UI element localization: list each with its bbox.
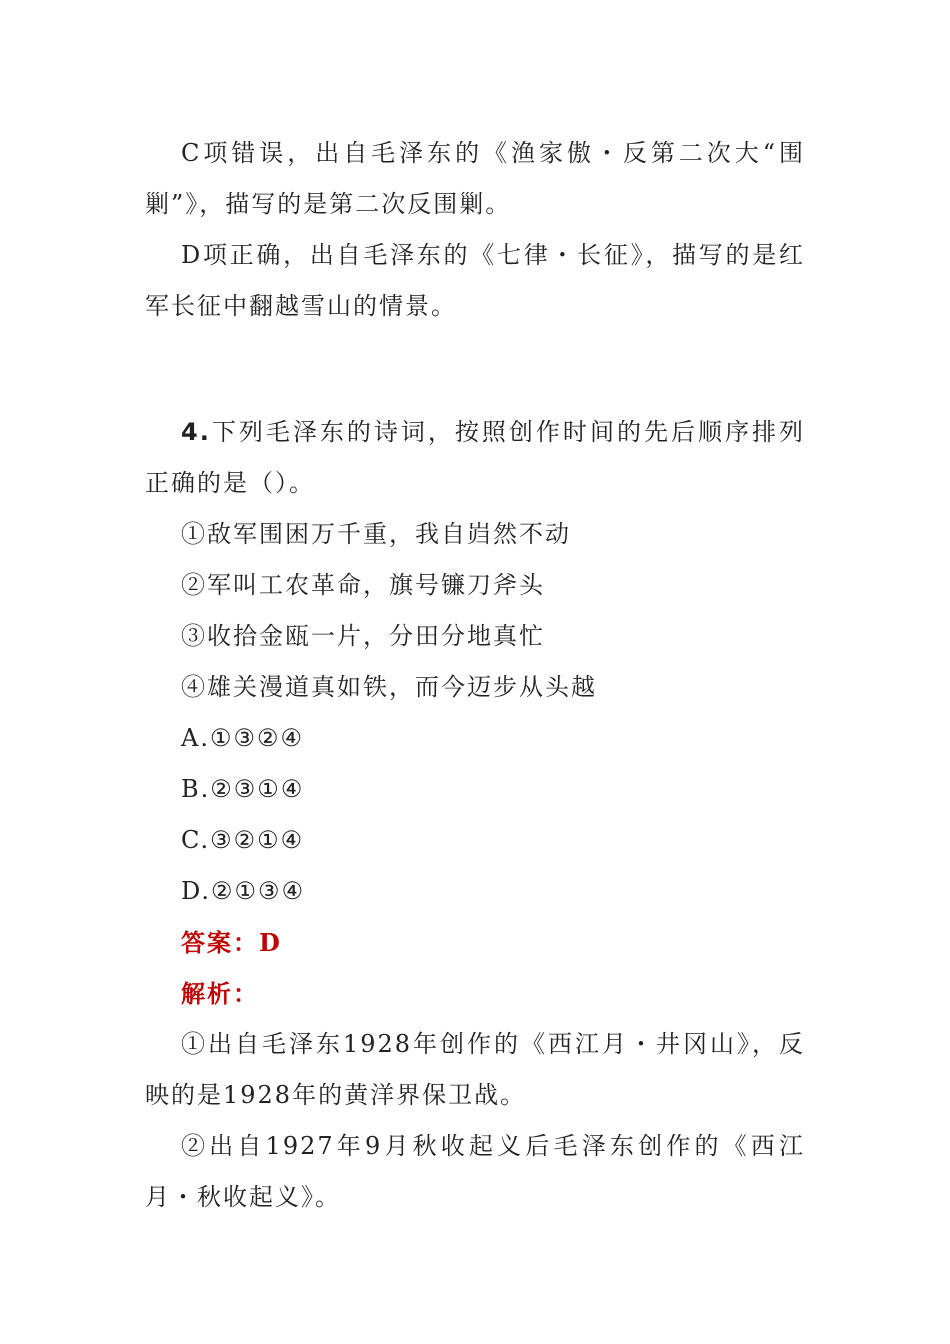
explanation-d-item: D项正确，出自毛泽东的《七律・长征》，描写的是红军长征中翻越雪山的情景。 <box>145 241 805 320</box>
analysis-item-2: ②出自1927年9月秋收起义后毛泽东创作的《西江月・秋收起义》。 <box>145 1132 805 1211</box>
answer-line: 答案：D <box>181 928 282 957</box>
question-text: 下列毛泽东的诗词，按照创作时间的先后顺序排列正确的是（）。 <box>145 418 805 497</box>
question-number: 4. <box>181 418 211 446</box>
analysis-label: 解析： <box>181 979 259 1008</box>
document-content <box>145 128 805 1223</box>
analysis-item-1: ①出自毛泽东1928年创作的《西江月・井冈山》，反映的是1928年的黄洋界保卫战。 <box>145 1030 805 1109</box>
statement-3: ③收拾金瓯一片，分田分地真忙 <box>181 622 545 650</box>
question-stem <box>145 407 805 509</box>
option-b: B.②③①④ <box>181 775 305 803</box>
statement-4: ④雄关漫道真如铁，而今迈步从头越 <box>181 673 597 701</box>
statement-1: ①敌军围困万千重，我自岿然不动 <box>181 520 571 548</box>
statement-2: ②军叫工农革命，旗号镰刀斧头 <box>181 571 545 599</box>
option-c: C.③②①④ <box>181 826 305 854</box>
option-a: A.①③②④ <box>181 724 305 752</box>
option-d: D.②①③④ <box>181 877 306 905</box>
section-spacer <box>145 332 805 407</box>
explanation-c-item: C项错误，出自毛泽东的《渔家傲・反第二次大“围剿”》，描写的是第二次反围剿。 <box>145 139 805 218</box>
